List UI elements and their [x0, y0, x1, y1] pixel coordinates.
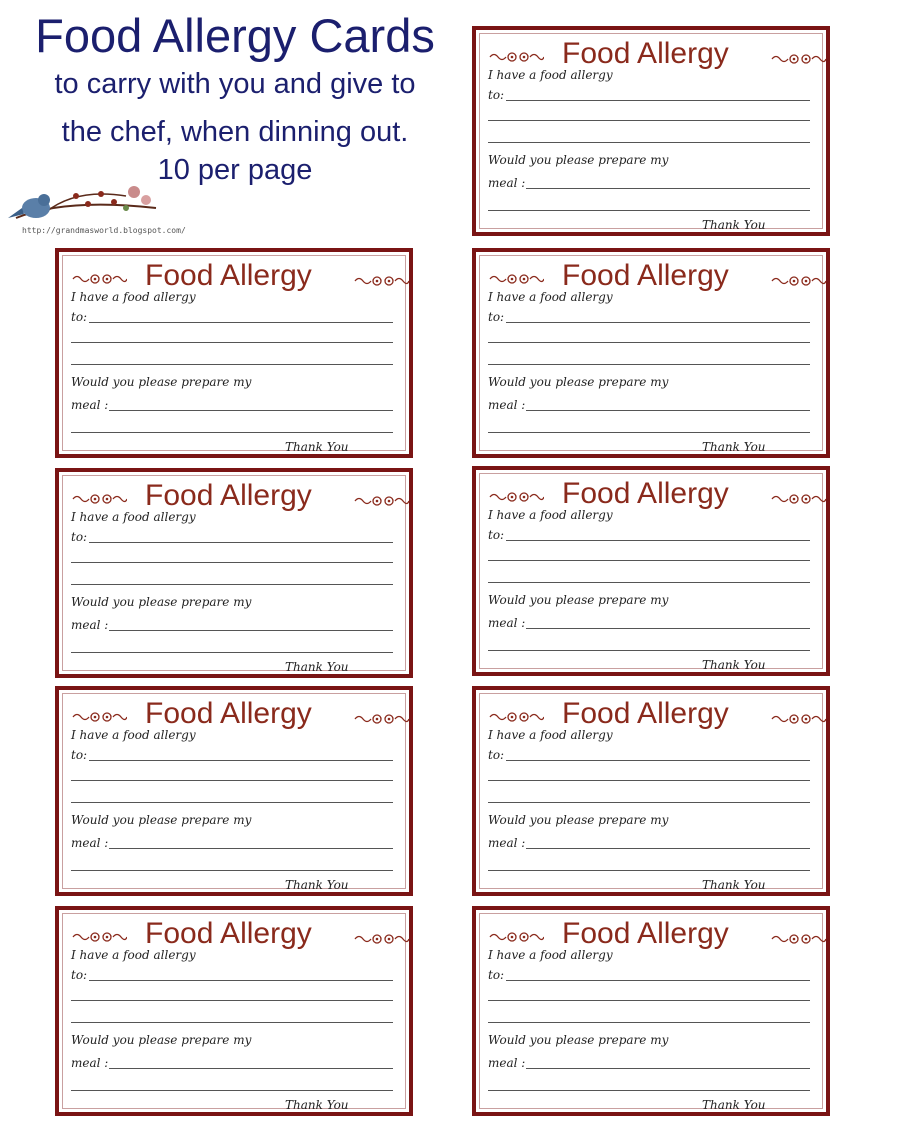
meal-label: meal :	[71, 1056, 109, 1070]
write-in-line	[488, 650, 810, 651]
allergy-card	[472, 686, 830, 896]
write-in-line	[71, 652, 393, 653]
meal-label: meal :	[488, 398, 526, 412]
write-in-line	[506, 100, 810, 101]
write-in-line	[488, 364, 810, 365]
write-in-line	[488, 870, 810, 871]
write-in-line	[488, 560, 810, 561]
card-heading-text: Food Allergy	[145, 479, 312, 512]
card-inner-border	[62, 475, 406, 674]
write-in-line	[109, 630, 393, 631]
prepare-request: Would you please prepare my	[71, 813, 252, 827]
write-in-line	[89, 980, 393, 981]
thank-you-text: Thank You	[285, 660, 349, 674]
prepare-request: Would you please prepare my	[71, 375, 252, 389]
write-in-line	[488, 582, 810, 583]
write-in-line	[488, 210, 810, 211]
write-in-line	[71, 780, 393, 781]
swirl-ornament-icon	[71, 492, 127, 506]
write-in-line	[488, 142, 810, 143]
card-inner-border	[479, 693, 823, 892]
write-in-line	[71, 1022, 393, 1023]
write-in-line	[526, 1068, 810, 1069]
to-label: to:	[488, 968, 505, 982]
write-in-line	[488, 342, 810, 343]
swirl-ornament-icon	[71, 272, 127, 286]
card-inner-border	[62, 693, 406, 892]
to-label: to:	[71, 530, 88, 544]
swirl-ornament-icon	[353, 274, 409, 288]
meal-label: meal :	[488, 616, 526, 630]
write-in-line	[506, 980, 810, 981]
allergy-statement: I have a food allergy	[488, 948, 613, 962]
write-in-line	[71, 1090, 393, 1091]
write-in-line	[488, 432, 810, 433]
write-in-line	[526, 848, 810, 849]
write-in-line	[526, 628, 810, 629]
card-inner-border	[479, 913, 823, 1112]
write-in-line	[109, 410, 393, 411]
write-in-line	[71, 802, 393, 803]
prepare-request: Would you please prepare my	[71, 595, 252, 609]
to-label: to:	[71, 968, 88, 982]
card-inner-border	[62, 255, 406, 454]
write-in-line	[71, 342, 393, 343]
meal-label: meal :	[488, 1056, 526, 1070]
write-in-line	[71, 870, 393, 871]
allergy-card	[472, 906, 830, 1116]
allergy-card	[472, 248, 830, 458]
card-heading-text: Food Allergy	[145, 259, 312, 292]
allergy-statement: I have a food allergy	[71, 510, 196, 524]
thank-you-text: Thank You	[702, 1098, 766, 1112]
write-in-line	[71, 364, 393, 365]
subtitle-line-2: the chef, when dinning out.	[61, 116, 409, 148]
meal-label: meal :	[488, 176, 526, 190]
card-heading-text: Food Allergy	[562, 37, 729, 70]
write-in-line	[488, 1022, 810, 1023]
write-in-line	[71, 562, 393, 563]
write-in-line	[526, 410, 810, 411]
write-in-line	[89, 760, 393, 761]
thank-you-text: Thank You	[285, 440, 349, 454]
meal-label: meal :	[71, 398, 109, 412]
thank-you-text: Thank You	[702, 218, 766, 232]
card-heading-text: Food Allergy	[145, 697, 312, 730]
swirl-ornament-icon	[71, 710, 127, 724]
allergy-statement: I have a food allergy	[488, 68, 613, 82]
swirl-ornament-icon	[770, 274, 826, 288]
swirl-ornament-icon	[353, 712, 409, 726]
write-in-line	[488, 802, 810, 803]
allergy-statement: I have a food allergy	[71, 948, 196, 962]
allergy-card	[55, 248, 413, 458]
swirl-ornament-icon	[770, 932, 826, 946]
to-label: to:	[71, 748, 88, 762]
card-inner-border	[479, 473, 823, 672]
card-heading-text: Food Allergy	[562, 259, 729, 292]
meal-label: meal :	[488, 836, 526, 850]
prepare-request: Would you please prepare my	[71, 1033, 252, 1047]
swirl-ornament-icon	[770, 52, 826, 66]
allergy-card	[55, 906, 413, 1116]
write-in-line	[506, 322, 810, 323]
allergy-statement: I have a food allergy	[488, 508, 613, 522]
allergy-card	[55, 468, 413, 678]
write-in-line	[488, 1000, 810, 1001]
write-in-line	[506, 540, 810, 541]
prepare-request: Would you please prepare my	[488, 375, 669, 389]
card-inner-border	[62, 913, 406, 1112]
swirl-ornament-icon	[488, 490, 544, 504]
card-heading-text: Food Allergy	[562, 917, 729, 950]
prepare-request: Would you please prepare my	[488, 813, 669, 827]
write-in-line	[71, 432, 393, 433]
swirl-ornament-icon	[488, 930, 544, 944]
allergy-statement: I have a food allergy	[71, 728, 196, 742]
card-heading-text: Food Allergy	[562, 477, 729, 510]
allergy-card	[472, 26, 830, 236]
to-label: to:	[488, 528, 505, 542]
card-inner-border	[479, 33, 823, 232]
write-in-line	[89, 542, 393, 543]
write-in-line	[109, 848, 393, 849]
write-in-line	[71, 584, 393, 585]
swirl-ornament-icon	[488, 272, 544, 286]
write-in-line	[109, 1068, 393, 1069]
write-in-line	[89, 322, 393, 323]
subtitle-line-3: 10 per page	[157, 154, 313, 186]
allergy-statement: I have a food allergy	[488, 728, 613, 742]
to-label: to:	[488, 88, 505, 102]
meal-label: meal :	[71, 618, 109, 632]
write-in-line	[488, 120, 810, 121]
prepare-request: Would you please prepare my	[488, 1033, 669, 1047]
swirl-ornament-icon	[353, 494, 409, 508]
swirl-ornament-icon	[488, 50, 544, 64]
allergy-card	[55, 686, 413, 896]
prepare-request: Would you please prepare my	[488, 593, 669, 607]
write-in-line	[488, 780, 810, 781]
page-title: Food Allergy Cards	[35, 9, 435, 62]
thank-you-text: Thank You	[285, 878, 349, 892]
write-in-line	[526, 188, 810, 189]
card-heading-text: Food Allergy	[562, 697, 729, 730]
allergy-card	[472, 466, 830, 676]
write-in-line	[506, 760, 810, 761]
to-label: to:	[488, 748, 505, 762]
thank-you-text: Thank You	[702, 878, 766, 892]
thank-you-text: Thank You	[702, 658, 766, 672]
subtitle-line-1: to carry with you and give to	[54, 68, 416, 100]
meal-label: meal :	[71, 836, 109, 850]
to-label: to:	[71, 310, 88, 324]
swirl-ornament-icon	[770, 492, 826, 506]
swirl-ornament-icon	[71, 930, 127, 944]
swirl-ornament-icon	[770, 712, 826, 726]
write-in-line	[71, 1000, 393, 1001]
to-label: to:	[488, 310, 505, 324]
card-heading-text: Food Allergy	[145, 917, 312, 950]
swirl-ornament-icon	[488, 710, 544, 724]
thank-you-text: Thank You	[285, 1098, 349, 1112]
thank-you-text: Thank You	[702, 440, 766, 454]
write-in-line	[488, 1090, 810, 1091]
allergy-statement: I have a food allergy	[71, 290, 196, 304]
allergy-statement: I have a food allergy	[488, 290, 613, 304]
logo-url: http://grandmasworld.blogspot.com/	[22, 226, 186, 235]
card-inner-border	[479, 255, 823, 454]
prepare-request: Would you please prepare my	[488, 153, 669, 167]
swirl-ornament-icon	[353, 932, 409, 946]
